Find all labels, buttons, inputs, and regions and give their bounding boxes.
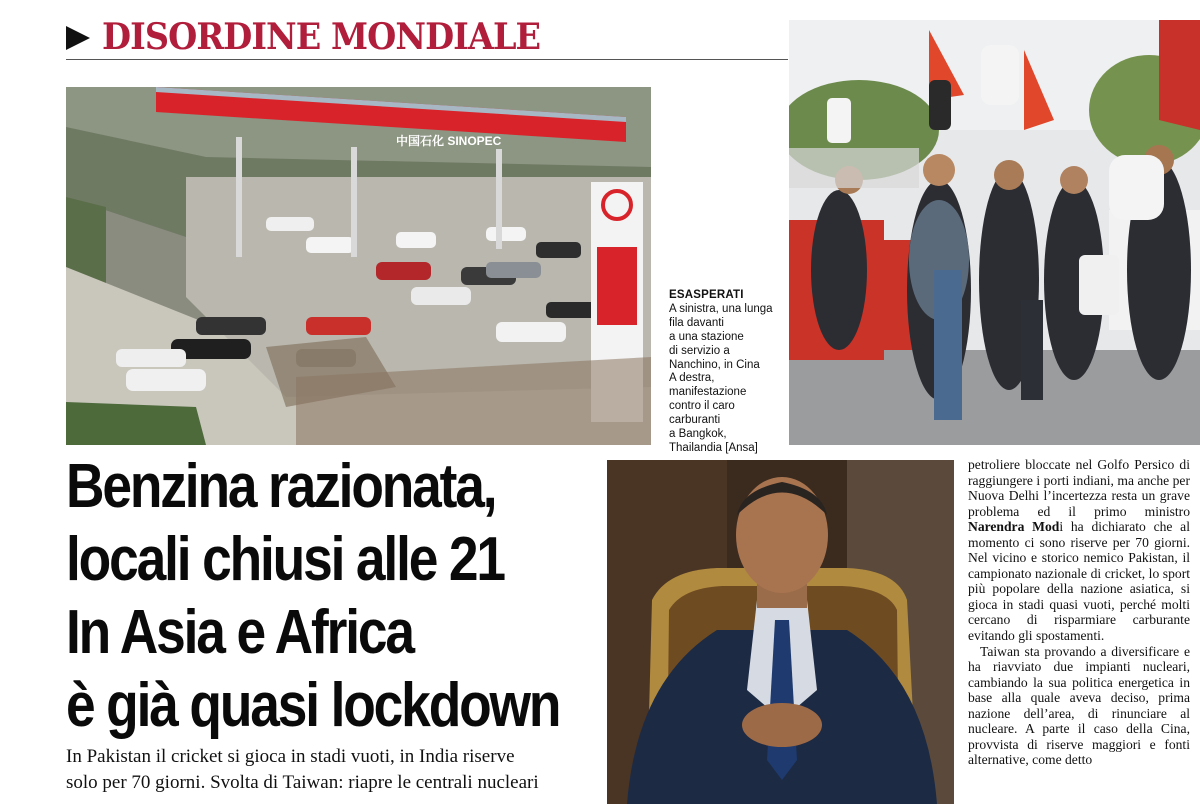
headline-line-2: locali chiusi alle 21 xyxy=(66,525,504,594)
headline-line-4: è già quasi lockdown xyxy=(66,671,560,740)
caption-title: ESASPERATI xyxy=(669,289,744,301)
subheadline-line-2: solo per 70 giorni. Svolta di Taiwan: riapre le centrali nucleari xyxy=(66,772,539,793)
headline xyxy=(66,450,560,742)
headline-line-1: Benzina razionata, xyxy=(66,452,496,521)
section-header xyxy=(66,14,788,60)
section-arrow-icon xyxy=(66,26,90,50)
article-p1-text-a: petroliere bloccate nel Golfo Persico di raggiungere i porti indiani, ma anche per Nuova Delhi l’incertezza resta un grave problema ed il primo ministro xyxy=(968,457,1190,519)
photo-caption xyxy=(669,289,781,456)
article-paragraph-1 xyxy=(968,457,1190,644)
subheadline xyxy=(66,744,606,796)
article-p1-name: Narendra Mod xyxy=(968,519,1060,535)
article-p1-text-b: i ha dichiarato che al momento ci sono riserve per 70 giorni. Nel vicino e storico nemico Pakistan, il campionato nazionale di cricket, lo sport più popolare della nazione asiatica, si gioca in stadi quasi vuoti, perché molti cercano di risparmiare carburante evitando gli spostamenti. xyxy=(968,519,1190,644)
article-paragraph-2: Taiwan sta provando a diversificare e ha riavviato due impianti nucleari, cambiando la sua politica energetica in base alla quale aveva deciso, prima nazione dell’area, di rinunciare al nucleare. A parte il caso della Cina, provvista di riserve maggiori e fonti alternative, come detto xyxy=(968,643,1190,768)
sinopec-sign-text: 中国石化 SINOPEC xyxy=(396,134,502,148)
caption-body: A sinistra, una lunga fila davanti a una stazione di servizio a Nanchino, in Cina A destra, manifestazione contro il caro carburanti a Bangkok, Thailandia [Ansa] xyxy=(669,302,773,454)
portrait-photo xyxy=(607,460,954,804)
subheadline-line-1: In Pakistan il cricket si gioca in stadi vuoti, in India riserve xyxy=(66,746,515,767)
article-column xyxy=(968,457,1190,768)
section-title: DISORDINE MONDIALE xyxy=(102,16,541,58)
section-divider xyxy=(66,59,788,60)
protest-photo xyxy=(789,20,1200,445)
headline-line-3: In Asia e Africa xyxy=(66,598,413,667)
gas-station-photo xyxy=(66,87,651,445)
